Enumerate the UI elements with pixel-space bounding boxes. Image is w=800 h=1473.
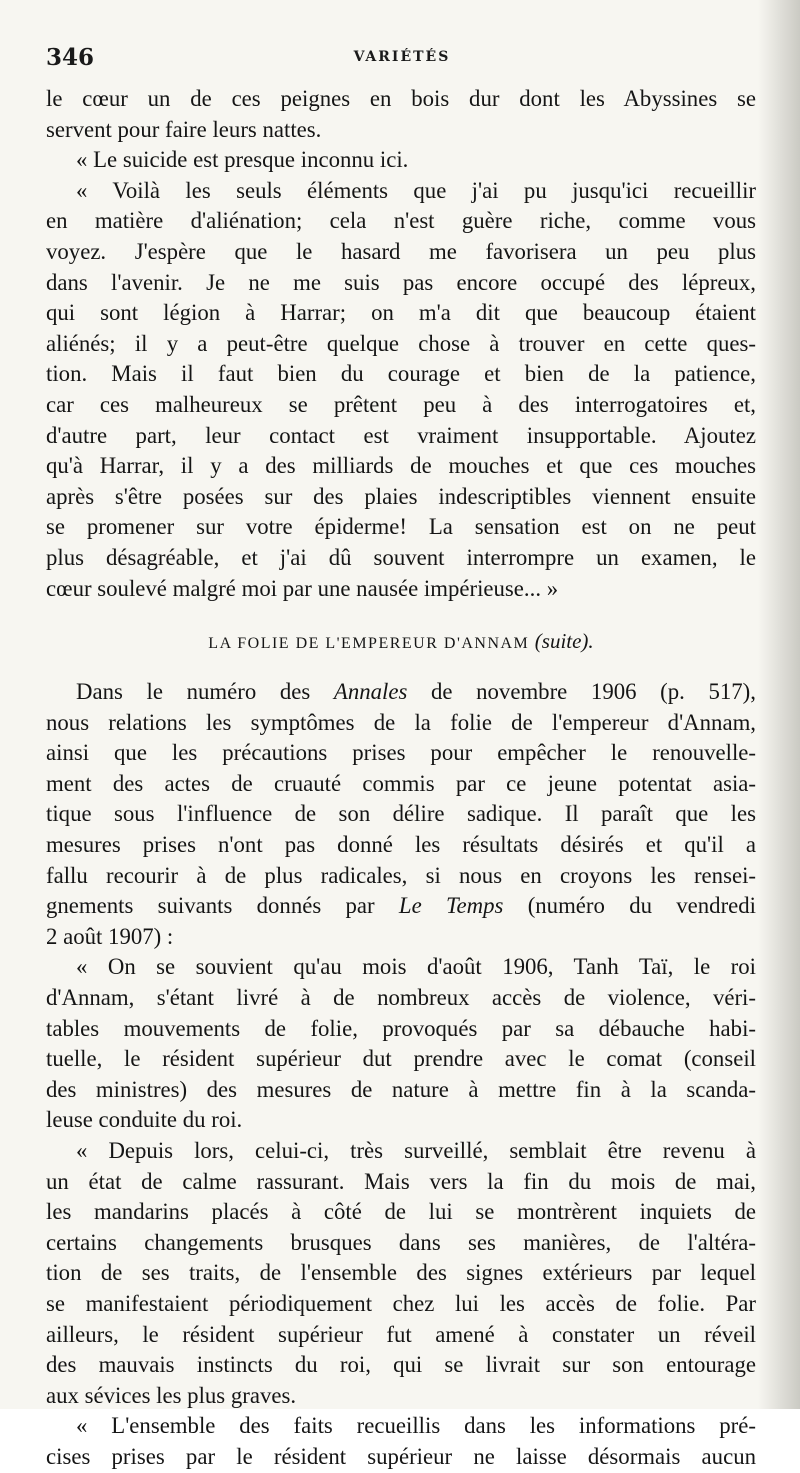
paragraph-alienation [46, 176, 756, 604]
text-line: en matière d'aliénation; cela n'est guère riche, comme vous [46, 208, 756, 234]
text-line: dans l'avenir. Je ne me suis pas encore occupé des lépreux, [46, 269, 756, 295]
text-line: qui sont légion à Harrar; on m'a dit que beaucoup étaient [46, 300, 756, 326]
text-line: voyez. J'espère que le hasard me favorisera un peu plus [46, 238, 756, 264]
paragraph-abyssinian-combs [46, 84, 756, 145]
text-line: « Le suicide est presque inconnu ici. [76, 147, 409, 173]
paragraph-mandarins [46, 1136, 756, 1411]
text-line: qu'à Harrar, il y a des milliards de mouches et que ces mouches [46, 453, 756, 479]
text-line: se manifestaient périodiquement chez lui les accès de folie. Par [46, 1290, 756, 1316]
paragraph-suicide [46, 145, 756, 176]
section-title: LA FOLIE DE L'EMPEREUR D'ANNAM [208, 635, 530, 653]
text-line: tique sous l'influence de son délire sadique. Il paraît que les [46, 801, 756, 827]
text-line: « L'ensemble des faits recueillis dans les informations pré- [76, 1413, 756, 1439]
text-fragment: Dans le numéro des [76, 679, 311, 705]
paragraph-ensemble-des-faits [46, 1411, 756, 1472]
paragraph-tanh-tai [46, 952, 756, 1136]
body-text [46, 84, 756, 1473]
text-line: les mandarins placés à côté de lui se montrèrent inquiets de [46, 1199, 756, 1225]
text-fragment: de novembre 1906 (p. 517), [430, 679, 756, 705]
text-line: tables mouvements de folie, provoqués par sa débauche habi- [46, 1015, 756, 1041]
journal-title-annales: Annales [333, 679, 408, 705]
text-line: aux sévices les plus graves. [46, 1382, 297, 1408]
text-line: des mauvais instincts du roi, qui se livrait sur son entourage [46, 1352, 756, 1378]
text-line [46, 891, 756, 922]
text-line: 2 août 1907) : [46, 923, 174, 949]
text-line: nous relations les symptômes de la folie de l'empereur d'Annam, [46, 709, 756, 735]
text-line: leuse conduite du roi. [46, 1107, 243, 1133]
text-fragment: gnements suivants donnés par [46, 893, 375, 919]
text-line: aliénés; il y a peut-être quelque chose à trouver en cette ques- [46, 330, 756, 356]
page-number: 346 [46, 44, 95, 71]
page-header [46, 44, 758, 74]
text-line: servent pour faire leurs nattes. [46, 116, 322, 142]
text-line: après s'être posées sur des plaies indescriptibles viennent ensuite [46, 483, 756, 509]
text-line: tuelle, le résident supérieur dut prendre avec le comat (conseil [46, 1046, 756, 1072]
text-line: cœur soulevé malgré moi par une nausée impérieuse... » [46, 575, 559, 601]
text-line: d'Annam, s'étant livré à de nombreux accès de violence, véri- [46, 985, 756, 1011]
text-line: ainsi que les précautions prises pour empêcher le renouvelle- [46, 740, 756, 766]
text-line: cises prises par le résident supérieur ne laisse désormais aucun [46, 1443, 756, 1469]
text-line [46, 677, 756, 708]
text-line: car ces malheureux se prêtent peu à des interrogatoires et, [46, 391, 756, 417]
text-line: plus désagréable, et j'ai dû souvent interrompre un examen, le [46, 544, 756, 570]
text-line: ment des actes de cruauté commis par ce jeune potentat asia- [46, 770, 756, 796]
paragraph-annales-reference [46, 677, 756, 952]
text-line: fallu recourir à de plus radicales, si nous en croyons les rensei- [46, 862, 756, 888]
text-line: certains changements brusques dans ses manières, de l'altéra- [46, 1229, 756, 1255]
section-heading [46, 626, 756, 659]
text-line: « Depuis lors, celui-ci, très surveillé, semblait être revenu à [76, 1138, 756, 1163]
running-title: VARIÉTÉS [353, 49, 451, 65]
text-line: se promener sur votre épiderme! La sensation est on ne peut [46, 514, 756, 540]
text-line: « Voilà les seuls éléments que j'ai pu jusqu'ici recueillir [76, 177, 756, 203]
text-line: mesures prises n'ont pas donné les résultats désirés et qu'il a [46, 832, 756, 858]
section-title-suffix: (suite). [534, 629, 594, 654]
newspaper-title-le-temps: Le Temps [398, 893, 504, 919]
text-line: le cœur un de ces peignes en bois dur dont les Abyssines se [46, 86, 756, 111]
text-line: tion. Mais il faut bien du courage et bien de la patience, [46, 361, 756, 387]
text-line: un état de calme rassurant. Mais vers la fin du mois de mai, [46, 1168, 756, 1194]
text-line: des ministres) des mesures de nature à mettre fin à la scanda- [46, 1076, 756, 1102]
text-fragment: (numéro du vendredi [527, 893, 757, 919]
text-line: d'autre part, leur contact est vraiment insupportable. Ajoutez [46, 422, 756, 448]
text-line: ailleurs, le résident supérieur fut amené à constater un réveil [46, 1321, 756, 1347]
text-line: « On se souvient qu'au mois d'août 1906, Tanh Taï, le roi [76, 954, 756, 980]
text-line: tion de ses traits, de l'ensemble des signes extérieurs par lequel [46, 1260, 756, 1286]
